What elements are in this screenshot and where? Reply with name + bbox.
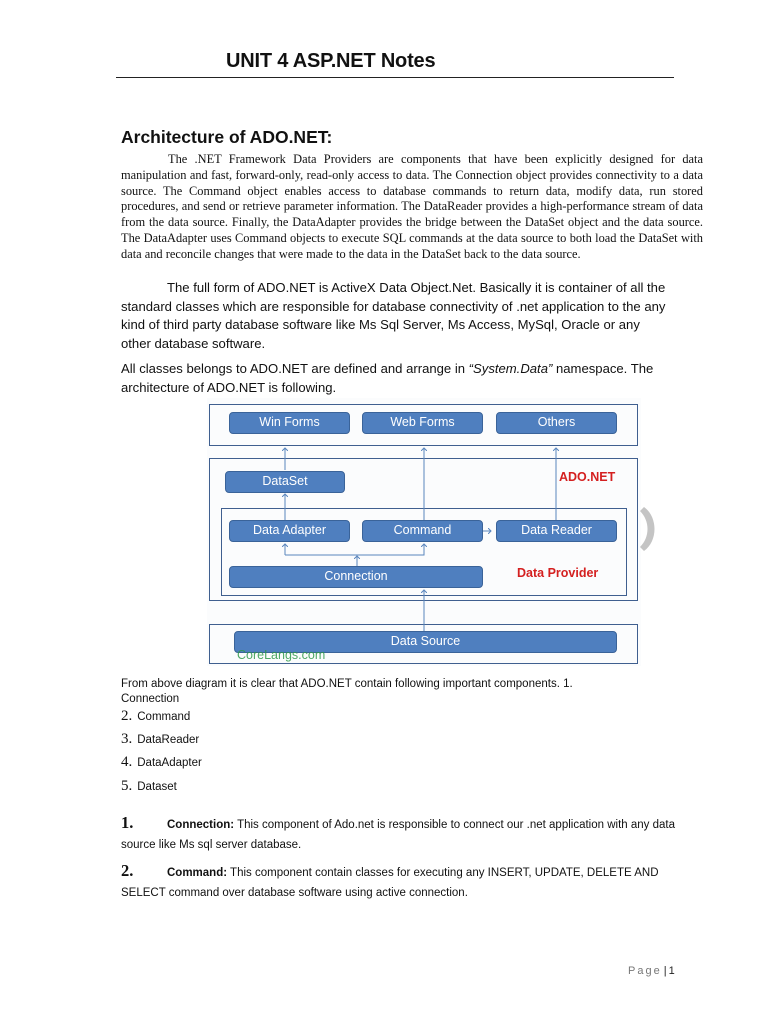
list-item-label: DataAdapter — [137, 757, 202, 770]
diagram-watermark: CoreLangs.com — [237, 648, 326, 662]
arrow-to-command — [285, 544, 424, 555]
detail-connection — [121, 813, 686, 855]
list-item-number: 3. — [121, 731, 133, 748]
intro-paragraph: The .NET Framework Data Providers are components that have been explicitly designed for data manipulation and fast, forward-only, read-only access to data. The Connection object provides connectivity to a data source. The Command object enables access to database commands to return data, modify data, run stored procedures, and send or retrieve parameter information. The DataReader provides a high-performance stream of data from the data source. Finally, the DataAdapter provides the bridge between the DataSet object and the data source. The DataAdapter uses Command objects to execute SQL commands at the data source to both load the DataSet with data and reconcile changes that were made to the data in the DataSet back to the data source. — [121, 152, 703, 261]
page-separator: | — [663, 965, 667, 977]
detail-command — [121, 861, 686, 903]
full-form-text: The full form of ADO.NET is ActiveX Data Object.Net. Basically it is container of all the standard classes which are responsible for database connectivity of .net application to the any kind of third party database software like Ms Sql Server, Ms Access, MySql, Oracle or any other database software. — [121, 280, 666, 351]
node-data-adapter: Data Adapter — [229, 520, 350, 542]
page-number: 1 — [668, 965, 675, 977]
list-item — [121, 754, 202, 777]
namespace-text-before: All classes belongs to ADO.NET are defined and arrange in — [121, 361, 469, 376]
node-others: Others — [496, 412, 617, 434]
detail-number: 1. — [121, 813, 134, 832]
list-item-label: DataReader — [137, 734, 200, 747]
list-item — [121, 778, 202, 801]
list-item — [121, 731, 202, 754]
header-divider — [116, 77, 674, 78]
node-data-reader: Data Reader — [496, 520, 617, 542]
namespace-name: “System.Data” — [468, 361, 553, 376]
node-win-forms: Win Forms — [229, 412, 350, 434]
node-dataset: DataSet — [225, 471, 345, 493]
components-intro: From above diagram it is clear that ADO.NET contain following important components. 1. Connection — [121, 678, 573, 705]
list-item-label: Command — [137, 711, 191, 723]
list-item — [121, 708, 202, 731]
data-provider-label: Data Provider — [517, 566, 599, 580]
node-data-source: Data Source — [234, 631, 617, 653]
page-label: Page — [628, 965, 662, 977]
page-footer — [628, 965, 675, 977]
detail-term: Connection: — [167, 819, 235, 831]
namespace-paragraph — [121, 360, 681, 397]
list-item-label: Dataset — [137, 780, 177, 793]
components-list — [121, 708, 202, 801]
decorative-arc — [640, 507, 660, 551]
node-command: Command — [362, 520, 483, 542]
detail-term: Command: — [167, 867, 228, 879]
namespace-text-after: namespace. The architecture of ADO.NET is following. — [121, 361, 654, 395]
node-connection: Connection — [229, 566, 483, 588]
full-form-paragraph — [121, 279, 669, 353]
detail-text: This component of Ado.net is responsible to connect our .net application with any data source like Ms sql server database. — [121, 819, 675, 851]
page-header-title: UNIT 4 ASP.NET Notes — [226, 50, 436, 72]
list-item-number: 5. — [121, 777, 133, 794]
detail-text: This component contain classes for executing any INSERT, UPDATE, DELETE AND SELECT command over database software using active connection. — [121, 867, 659, 899]
ado-net-architecture-diagram — [207, 398, 641, 666]
list-item-number: 4. — [121, 754, 133, 771]
node-web-forms: Web Forms — [362, 412, 483, 434]
ado-net-label: ADO.NET — [559, 470, 616, 484]
list-item-number: 2. — [121, 708, 133, 724]
section-heading: Architecture of ADO.NET: — [121, 127, 333, 147]
detail-number: 2. — [121, 861, 134, 880]
